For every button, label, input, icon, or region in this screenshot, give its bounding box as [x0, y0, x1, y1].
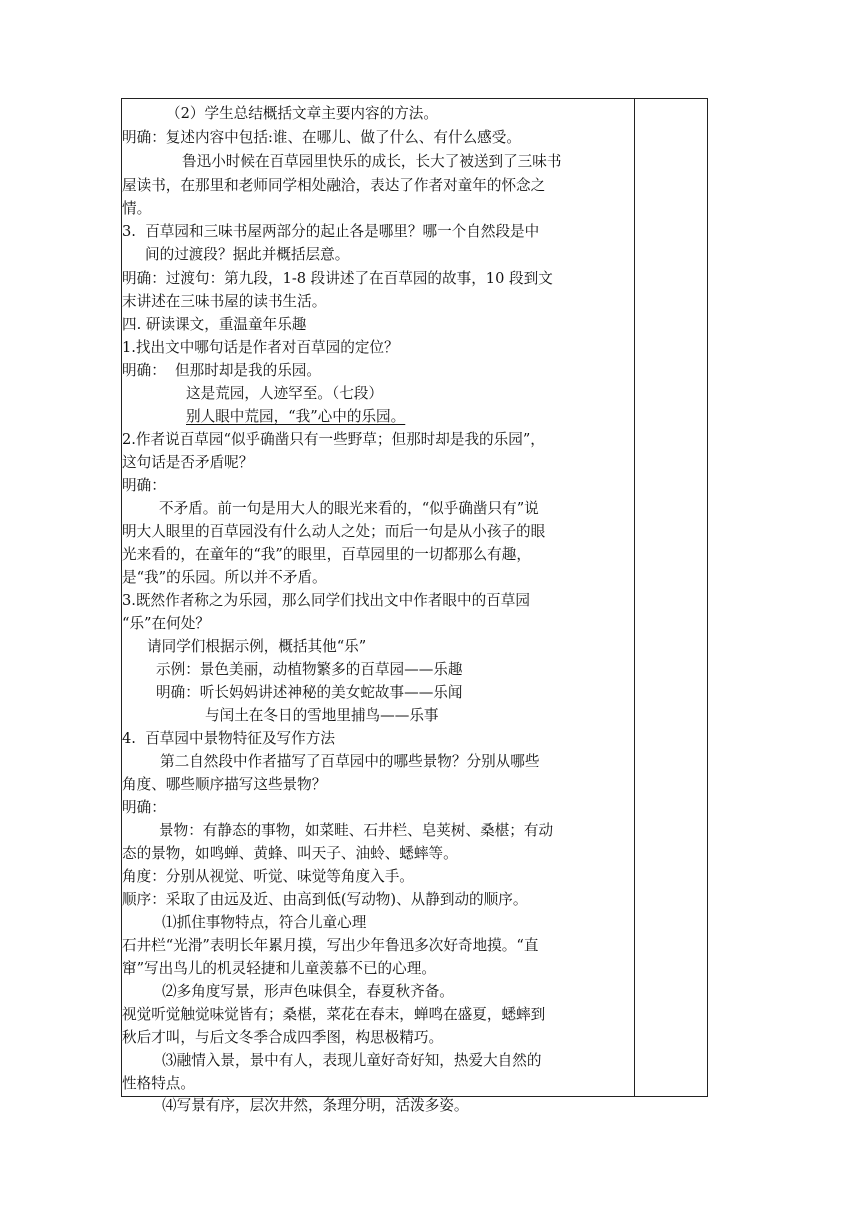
- column-divider: [634, 99, 635, 1096]
- text-line: 这句话是否矛盾呢？: [122, 454, 254, 471]
- text-line: 态的景物，如鸣蝉、黄蜂、叫天子、油蛉、蟋蟀等。: [122, 845, 458, 862]
- text-line: 明确： 但那时却是我的乐园。: [122, 362, 321, 379]
- text-line: 窜”写出鸟儿的机灵轻捷和儿童羡慕不已的心理。: [122, 960, 436, 977]
- text-line: “乐”在何处？: [122, 615, 210, 632]
- underlined-text-line: 别人眼中荒园，“我”心中的乐园。: [186, 408, 406, 425]
- text-line: 请同学们根据示例，概括其他“乐”: [147, 638, 367, 655]
- text-line: 这是荒园，人迹罕至。（七段）: [186, 385, 384, 402]
- text-line: 明确：复述内容中包括:谁、在哪儿、做了什么、有什么感受。: [122, 129, 521, 146]
- text-line: ⑵多角度写景，形声色味俱全，春夏秋齐备。: [162, 983, 454, 1000]
- text-line: 第二自然段中作者描写了百草园中的哪些景物？分别从哪些: [160, 753, 540, 770]
- text-line: 示例：景色美丽，动植物繁多的百草园——乐趣: [156, 661, 463, 678]
- text-line: 顺序：采取了由远及近、由高到低(写动物)、从静到动的顺序。: [122, 891, 528, 908]
- text-line: 情。: [122, 200, 152, 217]
- text-line: ⑶融情入景，景中有人，表现儿童好奇好知，热爱大自然的: [162, 1052, 542, 1069]
- text-line: 2.作者说百草园“似乎确凿只有一些野草；但那时却是我的乐园”，: [122, 431, 545, 448]
- text-line: 光来看的，在童年的“我”的眼里，百草园里的一切都那么有趣，: [122, 546, 531, 563]
- text-line: 不矛盾。前一句是用大人的眼光来看的，“似乎确凿只有”说: [159, 500, 539, 517]
- text-line: 明确：过渡句：第九段，1-8 段讲述了在百草园的故事，10 段到文: [122, 270, 553, 287]
- text-line: 鲁迅小时候在百草园里快乐的成长，长大了被送到了三味书: [182, 153, 562, 170]
- text-line: 秋后才叫，与后文冬季合成四季图，构思极精巧。: [122, 1029, 444, 1046]
- text-line: ⑴抓住事物特点，符合儿童心理: [162, 914, 367, 931]
- text-line: 与闰土在冬日的雪地里捕鸟——乐事: [205, 707, 439, 724]
- lesson-table: [121, 98, 708, 1114]
- text-line: 屋读书，在那里和老师同学相处融洽，表达了作者对童年的怀念之: [122, 177, 546, 194]
- text-line: 明确：: [122, 799, 166, 816]
- text-line: 明大人眼里的百草园没有什么动人之处；而后一句是从小孩子的眼: [122, 523, 546, 540]
- text-line: 4. 百草园中景物特征及写作方法: [122, 730, 335, 747]
- text-line: 3. 百草园和三味书屋两部分的起止各是哪里？哪一个自然段是中: [122, 223, 540, 240]
- text-line: 角度、哪些顺序描写这些景物？: [122, 776, 327, 793]
- text-line: 明确：听长妈妈讲述神秘的美女蛇故事——乐闻: [156, 684, 463, 701]
- text-line: 明确：: [122, 477, 166, 494]
- text-line: 3.既然作者称之为乐园，那么同学们找出文中作者眼中的百草园: [122, 592, 530, 609]
- text-line: 角度：分别从视觉、听觉、味觉等角度入手。: [122, 868, 414, 885]
- text-line: 景物：有静态的事物，如菜畦、石井栏、皂荚树、桑椹；有动: [159, 822, 554, 839]
- text-line: 1.找出文中哪句话是作者对百草园的定位？: [122, 339, 399, 356]
- text-line: 视觉听觉触觉味觉皆有；桑椹，菜花在春末，蝉鸣在盛夏，蟋蟀到: [122, 1006, 546, 1023]
- text-line: 四. 研读课文，重温童年乐趣: [122, 316, 307, 333]
- text-line: 性格特点。: [122, 1075, 195, 1092]
- text-line: （2）学生总结概括文章主要内容的方法。: [166, 105, 438, 122]
- text-line: 是“我”的乐园。所以并不矛盾。: [122, 569, 327, 586]
- text-line: ⑷写景有序，层次井然，条理分明，活泼多姿。: [162, 1097, 469, 1114]
- content-cell: [122, 99, 634, 1114]
- text-line: 间的过渡段？据此并概括层意。: [145, 246, 350, 263]
- text-line: 石井栏“光滑”表明长年累月摸，写出少年鲁迅多次好奇地摸。“直: [122, 937, 539, 954]
- text-line: 末讲述在三味书屋的读书生活。: [122, 293, 327, 310]
